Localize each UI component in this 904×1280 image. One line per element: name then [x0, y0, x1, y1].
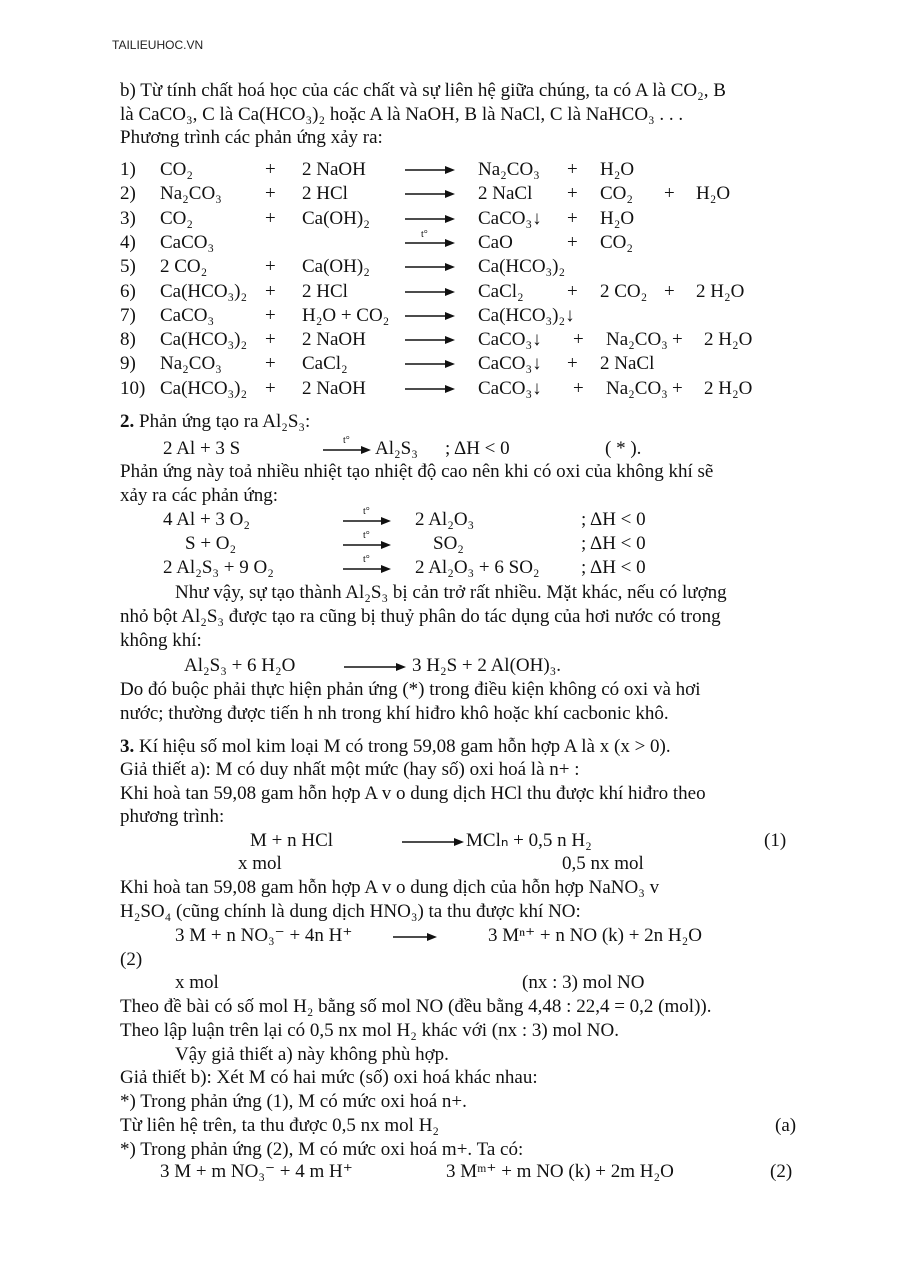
eq-rhs: 3 Mⁿ⁺ + n NO (k) + 2n H₂O [488, 925, 703, 946]
reaction-arrow [405, 305, 455, 327]
reaction-r: CO₂ [600, 231, 634, 253]
reaction-op: + [265, 304, 276, 326]
reaction-r: 2 CO₂ [600, 280, 648, 302]
sec2-heading-text: Phản ứng tạo ra Al₂S₃: [139, 411, 311, 432]
reaction-arrow [405, 208, 455, 230]
reaction-p: Ca(HCO₃)₂ [478, 256, 566, 278]
reaction-p: CaCO₃↓ [478, 353, 542, 375]
sec2-text2-line-3: không khí: [120, 630, 202, 651]
sec2-text2-line-1: Như vậy, sự tạo thành Al₂S₃ bị cản trở rất nhiều. Mặt khác, nếu có lượng [175, 582, 727, 603]
reaction-op: + [265, 280, 276, 302]
reaction-op: + [265, 377, 276, 399]
reaction-n: 9) [120, 353, 136, 375]
sec3-heading [120, 736, 671, 758]
sec2-text3-line-2: nước; thường được tiến h nh trong khí hiđro khô hoặc khí cacbonic khô. [120, 703, 669, 724]
eq-number: (1) [764, 830, 787, 851]
reaction-r: 2 NaCl [600, 353, 655, 375]
reaction-p: CaCl₂ [478, 280, 524, 302]
eq2-number: (2) [120, 949, 143, 970]
reaction-b: Ca(OH)₂ [302, 207, 370, 229]
reaction-arrow [344, 655, 406, 677]
reaction-a: Ca(HCO₃)₂ [160, 280, 248, 302]
reaction-r: CO₂ [600, 183, 634, 205]
sec2-heading-num: 2. [120, 411, 135, 432]
eq-rhs: 3 Mᵐ⁺ + m NO (k) + 2m H₂O [446, 1161, 674, 1182]
reaction-t: 2 H₂O [696, 280, 745, 302]
sec2-heading [120, 411, 310, 433]
reaction-n: 5) [120, 256, 136, 278]
reaction-r: H₂O [600, 159, 635, 180]
eq1-sub-left: x mol [238, 853, 282, 874]
reaction-a: CaCO₃ [160, 231, 215, 253]
reaction-p: CaCO₃↓ [478, 377, 542, 399]
reaction-op: + [265, 256, 276, 278]
sec3-line-4: Khi hoà tan 59,08 gam hỗn hợp A v o dung dịch của hỗn hợp NaNO₃ v [120, 877, 660, 898]
reaction-n: 4) [120, 231, 136, 253]
sec3-line-1: Giả thiết a): M có duy nhất một mức (hay số) oxi hoá là n+ : [120, 759, 580, 780]
reaction-b: 2 NaOH [302, 159, 366, 180]
reaction-p: CaCO₃↓ [478, 207, 542, 229]
reaction-q: + [567, 231, 578, 253]
sec3-line-8: Vậy giả thiết a) này không phù hợp. [175, 1044, 449, 1065]
eq-rhs: Al₂S₃ [375, 438, 418, 459]
reaction-op: + [265, 183, 276, 205]
para-b-line-3: Phương trình các phản ứng xảy ra: [120, 127, 383, 148]
sec3-line-10: *) Trong phản ứng (1), M có mức oxi hoá n+. [120, 1091, 467, 1112]
reaction-q: + [567, 280, 578, 302]
reaction-q: + [567, 353, 578, 375]
eq-lhs: 3 M + n NO₃⁻ + 4n H⁺ [175, 925, 353, 946]
reaction-p: Ca(HCO₃)₂↓ [478, 304, 575, 326]
reaction-r: H₂O [600, 207, 635, 229]
reaction-op: + [265, 159, 276, 180]
reaction-a: Ca(HCO₃)₂ [160, 377, 248, 399]
eq-lhs: 3 M + m NO₃⁻ + 4 m H⁺ [160, 1161, 353, 1182]
para-b-line-2: là CaCO₃, C là Ca(HCO₃)₂ hoặc A là NaOH, B là NaCl, C là NaHCO₃ . . . [120, 104, 684, 125]
heat-label: t° [343, 435, 350, 446]
heat-label: t° [421, 228, 428, 240]
reaction-arrow [405, 329, 455, 351]
reaction-arrow [323, 435, 371, 460]
eq-lhs: S + O₂ [185, 533, 237, 554]
reaction-q: + [567, 159, 578, 180]
reaction-op: + [265, 207, 276, 229]
eq-number: (2) [770, 1161, 793, 1182]
sec3-heading-num: 3. [120, 736, 135, 757]
reaction-t: H₂O [696, 183, 731, 205]
mark-a: (a) [775, 1115, 797, 1136]
eq2-sub-right: (nx : 3) mol NO [522, 972, 645, 993]
reaction-a: Na₂CO₃ [160, 183, 222, 205]
reaction-b: H₂O + CO₂ [302, 304, 390, 326]
reaction-arrow [405, 159, 455, 181]
eq2-sub-left: x mol [175, 972, 219, 993]
eq-enthalpy: ; ΔH < 0 [445, 438, 510, 459]
eq-lhs: 2 Al + 3 S [163, 438, 241, 459]
reaction-p: CaCO₃↓ [478, 329, 542, 351]
heat-label: t° [363, 530, 370, 541]
reaction-n: 10) [120, 377, 146, 399]
reaction-a: CaCO₃ [160, 304, 215, 326]
reaction-b: 2 HCl [302, 280, 348, 302]
reaction-op: + [265, 329, 276, 351]
reaction-r: Na₂CO₃ [606, 377, 668, 399]
eq-enthalpy: ; ΔH < 0 [581, 533, 646, 554]
reaction-a: CO₂ [160, 207, 194, 229]
eq-rhs: SO₂ [433, 533, 464, 554]
reaction-a: Na₂CO₃ [160, 353, 222, 375]
reaction-q: + [567, 183, 578, 205]
heat-label: t° [363, 506, 370, 517]
reaction-n: 6) [120, 280, 136, 302]
eq-rhs: 3 H₂S + 2 Al(OH)₃. [412, 655, 562, 676]
reaction-n: 7) [120, 304, 136, 326]
eq-lhs: 4 Al + 3 O₂ [163, 509, 251, 530]
reaction-p: 2 NaCl [478, 183, 533, 205]
eq-enthalpy: ; ΔH < 0 [581, 509, 646, 530]
sec3-line-2: Khi hoà tan 59,08 gam hỗn hợp A v o dung dịch HCl thu được khí hiđro theo [120, 783, 706, 804]
eq-rhs: 2 Al₂O₃ [415, 509, 475, 530]
eq1-sub-right: 0,5 nx mol [562, 853, 644, 874]
sec2-text1-line-1: Phản ứng này toả nhiều nhiệt tạo nhiệt độ cao nên khi có oxi của không khí sẽ [120, 461, 714, 482]
reaction-b: CaCl₂ [302, 353, 348, 375]
eq-rhs: MClₙ + 0,5 n H₂ [466, 830, 592, 851]
reaction-arrow [405, 353, 455, 375]
sec3-line-12: *) Trong phản ứng (2), M có mức oxi hoá m+. Ta có: [120, 1139, 524, 1160]
eq-enthalpy: ; ΔH < 0 [581, 557, 646, 578]
sec2-text1-line-2: xảy ra các phản ứng: [120, 485, 279, 506]
eq-rhs: 2 Al₂O₃ + 6 SO₂ [415, 557, 540, 578]
reaction-r: Na₂CO₃ [606, 329, 668, 351]
para-b-line-1: b) Từ tính chất hoá học của các chất và sự liên hệ giữa chúng, ta có A là CO₂, B [120, 80, 726, 101]
reaction-q: + [573, 377, 584, 399]
sec3-line-11: Từ liên hệ trên, ta thu được 0,5 nx mol H₂ [120, 1115, 440, 1136]
reaction-arrow [405, 228, 455, 254]
reaction-arrow [405, 256, 455, 278]
reaction-s: + [664, 280, 675, 302]
sec2-text2-line-2: nhỏ bột Al₂S₃ được tạo ra cũng bị thuỷ phân do tác dụng của hơi nước có trong [120, 606, 721, 627]
reaction-a: CO₂ [160, 159, 194, 180]
reaction-p: CaO [478, 231, 513, 253]
reaction-a: 2 CO₂ [160, 256, 208, 278]
reaction-a: Ca(HCO₃)₂ [160, 329, 248, 351]
reaction-t: 2 H₂O [704, 377, 753, 399]
reaction-s: + [672, 377, 683, 399]
sec3-line-3: phương trình: [120, 806, 225, 827]
reaction-n: 2) [120, 183, 136, 205]
reaction-b: 2 NaOH [302, 329, 366, 351]
reaction-n: 3) [120, 207, 136, 229]
sec2-text3-line-1: Do đó buộc phải thực hiện phản ứng (*) trong điều kiện không có oxi và hơi [120, 679, 701, 700]
sec3-line-7: Theo lập luận trên lại có 0,5 nx mol H₂ khác với (nx : 3) mol NO. [120, 1020, 619, 1041]
reaction-b: Ca(OH)₂ [302, 256, 370, 278]
reaction-n: 8) [120, 329, 136, 351]
reaction-t: 2 H₂O [704, 329, 753, 351]
eq-lhs: Al₂S₃ + 6 H₂O [184, 655, 296, 676]
sec3-line-5: H₂SO₄ (cũng chính là dung dịch HNO₃) ta thu được khí NO: [120, 901, 581, 922]
reaction-arrow [393, 925, 437, 947]
site-watermark: TAILIEUHOC.VN [112, 38, 204, 52]
reaction-op: + [265, 353, 276, 375]
reaction-s: + [664, 183, 675, 205]
reaction-arrow [402, 830, 464, 852]
reaction-s: + [672, 329, 683, 351]
eq-marker: ( * ). [605, 438, 642, 459]
reaction-n: 1) [120, 159, 136, 180]
sec3-line-9: Giả thiết b): Xét M có hai mức (số) oxi hoá khác nhau: [120, 1067, 538, 1088]
reaction-arrow [405, 281, 455, 303]
reaction-arrow [343, 554, 391, 579]
reaction-q: + [573, 329, 584, 351]
reaction-p: Na₂CO₃ [478, 159, 540, 180]
reaction-arrow [405, 378, 455, 400]
reaction-b: 2 HCl [302, 183, 348, 205]
reaction-b: 2 NaOH [302, 377, 366, 399]
reaction-q: + [567, 207, 578, 229]
sec3-line-6: Theo đề bài có số mol H₂ bằng số mol NO (đều bằng 4,48 : 22,4 = 0,2 (mol)). [120, 996, 712, 1017]
sec3-heading-text: Kí hiệu số mol kim loại M có trong 59,08 gam hỗn hợp A là x (x > 0). [139, 736, 671, 757]
eq-lhs: M + n HCl [250, 830, 334, 851]
heat-label: t° [363, 554, 370, 565]
eq-lhs: 2 Al₂S₃ + 9 O₂ [163, 557, 274, 578]
reaction-arrow [405, 183, 455, 205]
